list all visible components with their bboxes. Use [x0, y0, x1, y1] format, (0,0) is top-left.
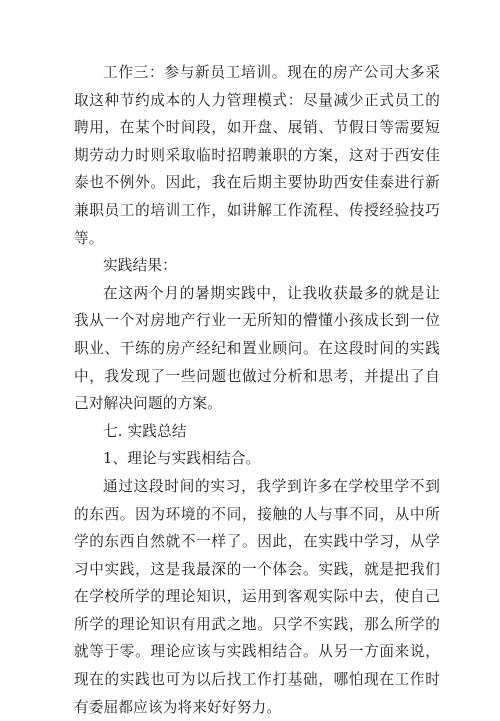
- paragraph-work-three: 工作三：参与新员工培训。现在的房产公司大多采取这种节约成本的人力管理模式：尽量减少正式员工的聘用，在某个时间段，如开盘、展销、节假日等需要短期劳动力时则采取临时招聘兼职的方案，这对于西安佳泰也不例外。因此，我在后期主要协助西安佳泰进行新兼职员工的培训工作，如讲解工作流程、传授经验技巧等。: [74, 64, 440, 247]
- heading-practice-summary: 七. 实践总结: [103, 422, 187, 440]
- subheading-theory-practice: 1、理论与实践相结合。: [103, 450, 261, 468]
- paragraph-practice-results: 在这两个月的暑期实践中，让我收获最多的就是让我从一个对房地产行业一无所知的懵懂小孩成长到一位职业、干练的房产经纪和置业顾问。在这段时间的实践中，我发现了一些问题也做过分析和思考，并提出了自己对解决问题的方案。: [74, 284, 440, 413]
- paragraph-theory-practice: 通过这段时间的实习，我学到许多在学校里学不到的东西。因为环境的不同，接触的人与事不同，从中所学的东西自然就不一样了。因此，在实践中学习，从学习中实践，这是我最深的一个体会。实践，就是把我们在学校所学的理论知识，运用到客观实际中去，使自己所学的理论知识有用武之地。只学不实践，那么所学的就等于零。理论应该与实践相结合。从另一方面来说，现在的实践也可为以后找工作打基础，哪怕现在工作时有委屈都应该为将来好好努力。: [74, 477, 440, 716]
- heading-practice-results: 实践结果：: [103, 257, 177, 275]
